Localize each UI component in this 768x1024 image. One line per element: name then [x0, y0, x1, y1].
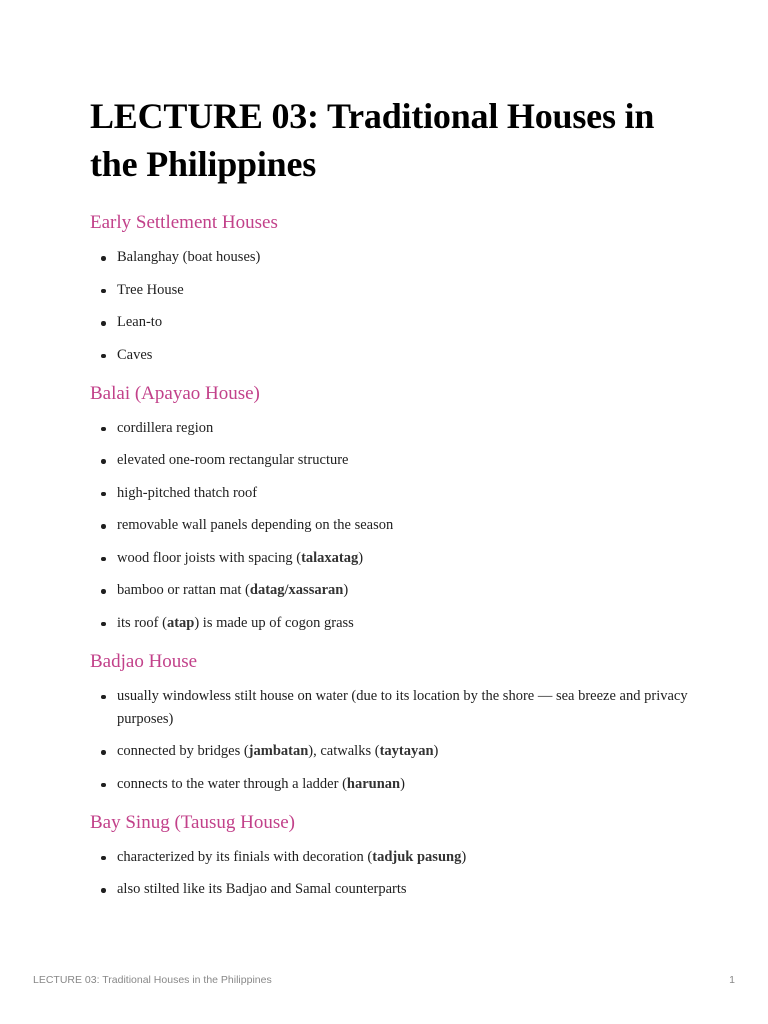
item-text: ) [358, 549, 364, 566]
item-text: ) [461, 848, 467, 865]
list-item [117, 846, 690, 869]
term-bold: atap [166, 614, 195, 631]
item-text: Lean-to [117, 314, 163, 330]
item-text: also stilted like its Badjao and Samal counterparts [117, 881, 407, 897]
term-bold: harunan [346, 775, 401, 792]
list-item [117, 878, 690, 901]
item-text: removable wall panels depending on the season [117, 517, 394, 533]
bullet-list [90, 846, 690, 902]
document-page [90, 92, 690, 915]
section-heading: Bay Sinug (Tausug House) [90, 811, 296, 833]
list-item [117, 685, 690, 731]
item-text: Caves [117, 346, 153, 363]
term-bold: jambatan [248, 743, 309, 759]
footer-title: LECTURE 03: Traditional Houses in the Philippines [33, 974, 272, 986]
item-text: Balanghay (boat houses) [117, 249, 261, 265]
list-item [117, 547, 690, 570]
list-item [117, 417, 690, 440]
list-item [117, 449, 690, 472]
sections-container [90, 210, 690, 901]
item-text: ), catwalks ( [308, 743, 380, 759]
item-text: usually windowless stilt house on water (due to its location by the shore — sea breeze and privacy purposes) [117, 687, 688, 727]
item-text: characterized by its finials with decoration ( [117, 848, 373, 865]
term-bold: taytayan [379, 743, 434, 759]
term-bold: datag/xassaran [249, 582, 344, 598]
item-text: wood floor joists with spacing ( [117, 549, 302, 566]
list-item [117, 514, 690, 537]
bullet-list [90, 417, 690, 635]
section-heading: Badjao House [90, 650, 198, 672]
list-item [117, 279, 690, 302]
item-text: cordillera region [117, 419, 214, 436]
item-text: bamboo or rattan mat ( [117, 582, 250, 598]
item-text: connected by bridges ( [117, 743, 249, 759]
item-text: ) is made up of cogon grass [194, 614, 354, 631]
list-item [117, 740, 690, 763]
term-bold: talaxatag [301, 549, 359, 566]
list-item [117, 344, 690, 367]
item-text: ) [343, 582, 349, 598]
item-text: connects to the water through a ladder ( [117, 775, 347, 792]
footer-page-number: 1 [729, 974, 735, 986]
item-text: Tree House [117, 281, 184, 298]
list-item [117, 311, 690, 334]
item-text: its roof ( [117, 614, 167, 631]
item-text: high-pitched thatch roof [117, 484, 258, 501]
page-footer [33, 974, 735, 986]
page-title: LECTURE 03: Traditional Houses in the Philippines [90, 96, 655, 184]
list-item [117, 612, 690, 635]
term-bold: tadjuk pasung [372, 848, 462, 865]
list-item [117, 773, 690, 796]
bullet-list [90, 246, 690, 367]
section-heading: Balai (Apayao House) [90, 382, 260, 404]
item-text: ) [433, 743, 439, 759]
list-item [117, 482, 690, 505]
list-item [117, 246, 690, 269]
item-text: elevated one-room rectangular structure [117, 452, 349, 468]
bullet-list [90, 685, 690, 796]
list-item [117, 579, 690, 602]
section-heading: Early Settlement Houses [90, 212, 278, 233]
item-text: ) [400, 775, 405, 792]
